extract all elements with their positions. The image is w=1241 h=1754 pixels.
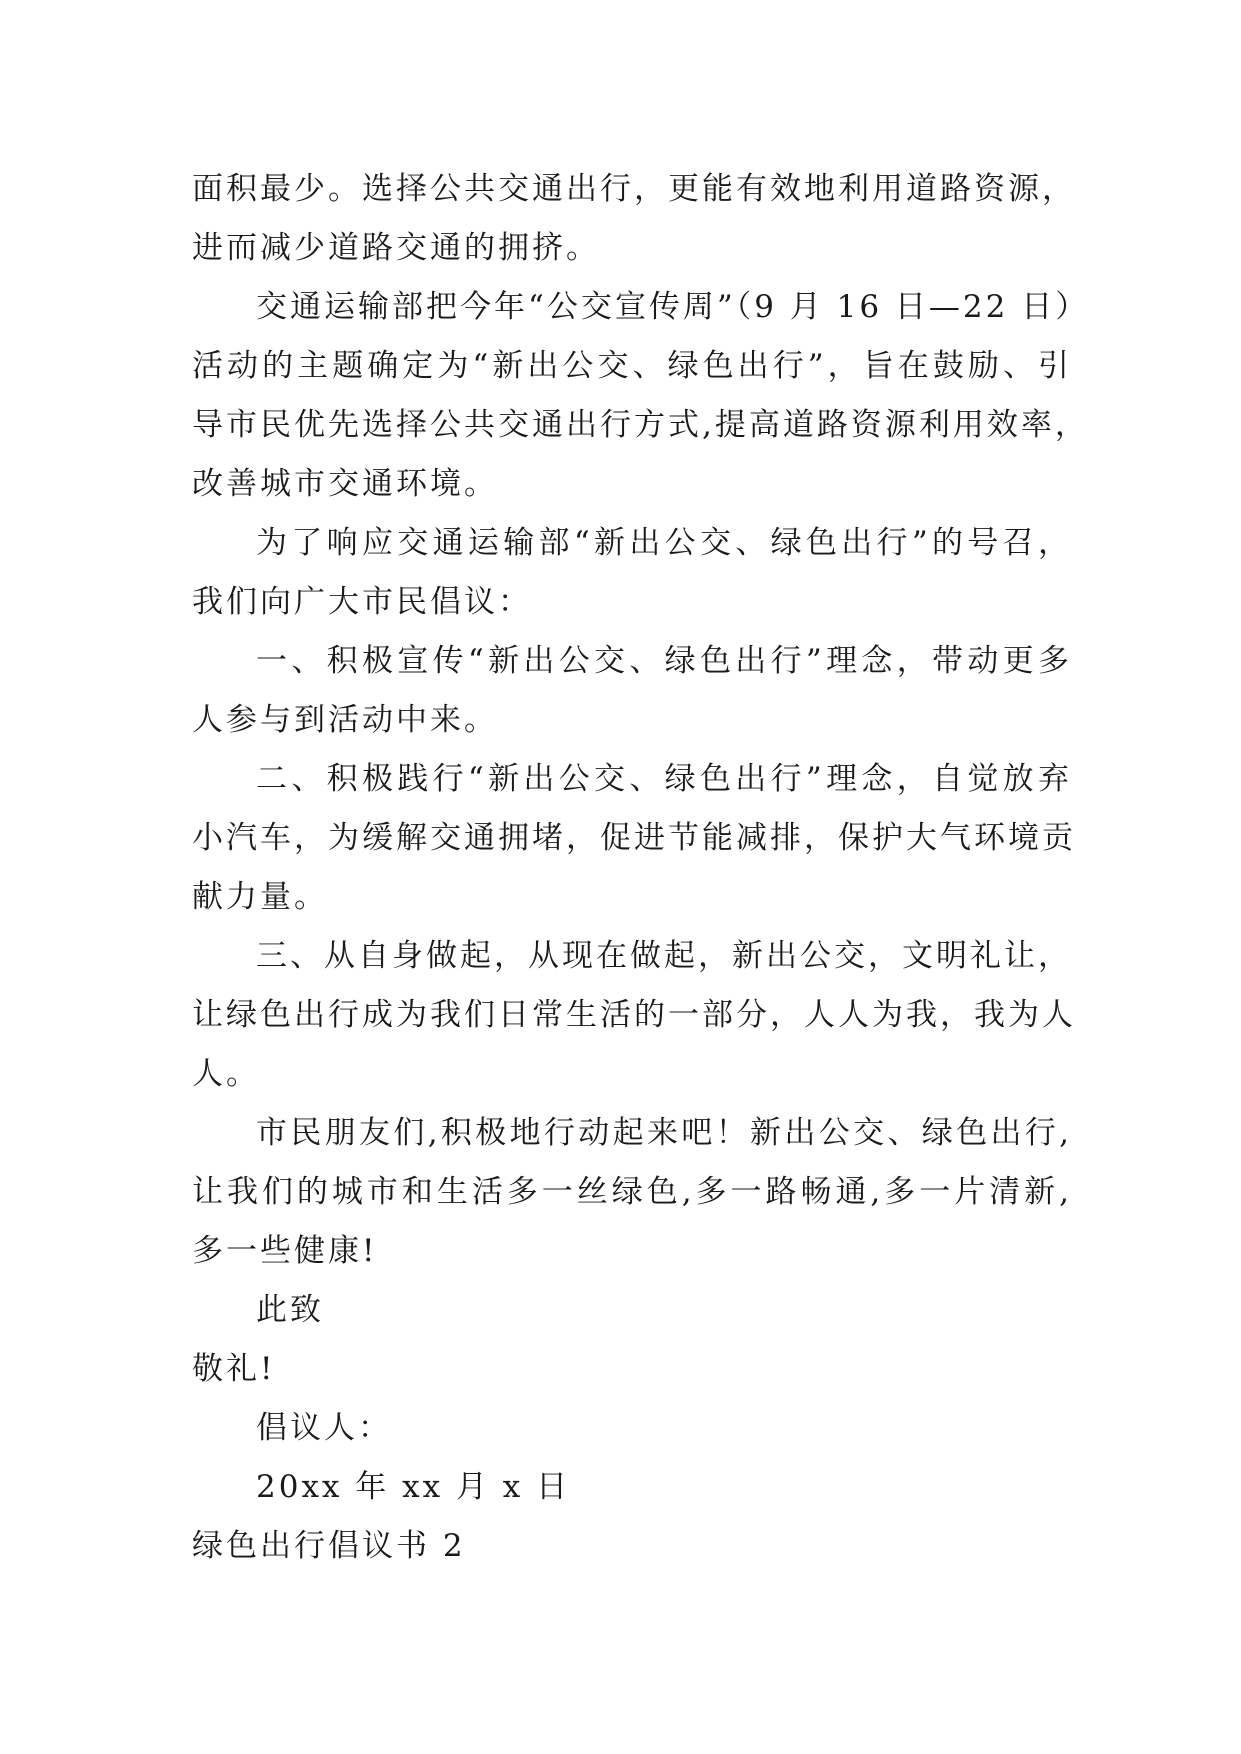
text-line: 多一些健康! xyxy=(192,1233,378,1269)
text-line: 绿色出行倡议书 2 xyxy=(192,1528,466,1564)
text-line: 为了响应交通运输部“新出公交、绿色出行”的号召， xyxy=(256,525,1072,561)
text-line: 人参与到活动中来。 xyxy=(192,702,498,738)
text-line: 二、积极践行“新出公交、绿色出行”理念，自觉放弃 xyxy=(256,761,1072,797)
text-line: 导市民优先选择公共交通出行方式,提高道路资源利用效率， xyxy=(192,407,1089,443)
text-line: 三、从自身做起，从现在做起，新出公交，文明礼让， xyxy=(256,938,1072,974)
text-line: 献力量。 xyxy=(192,879,328,915)
document-body xyxy=(192,160,1090,1576)
text-line: 改善城市交通环境。 xyxy=(192,466,498,502)
text-line: 面积最少。选择公共交通出行，更能有效地利用道路资源， xyxy=(192,171,1076,207)
text-line: 20xx 年 xx 月 x 日 xyxy=(256,1469,571,1505)
text-line: 进而减少道路交通的拥挤。 xyxy=(192,230,600,266)
text-line: 我们向广大市民倡议： xyxy=(192,584,532,620)
text-line: 让我们的城市和生活多一丝绿色,多一路畅通,多一片清新, xyxy=(192,1174,1072,1210)
text-line: 人。 xyxy=(192,1056,260,1092)
text-line: 让绿色出行成为我们日常生活的一部分，人人为我，我为人 xyxy=(192,997,1076,1033)
text-line: 市民朋友们,积极地行动起来吧！新出公交、绿色出行, xyxy=(256,1115,1072,1151)
text-line: 交通运输部把今年“公交宣传周”（9 月 16 日—22 日） xyxy=(256,289,1090,325)
text-line: 小汽车，为缓解交通拥堵，促进节能减排，保护大气环境贡 xyxy=(192,820,1076,856)
text-line: 敬礼! xyxy=(192,1351,276,1387)
text-line: 倡议人： xyxy=(256,1410,392,1446)
text-line: 此致 xyxy=(256,1292,324,1328)
text-line: 活动的主题确定为“新出公交、绿色出行”，旨在鼓励、引 xyxy=(192,348,1072,384)
text-line: 一、积极宣传“新出公交、绿色出行”理念，带动更多 xyxy=(256,643,1072,679)
